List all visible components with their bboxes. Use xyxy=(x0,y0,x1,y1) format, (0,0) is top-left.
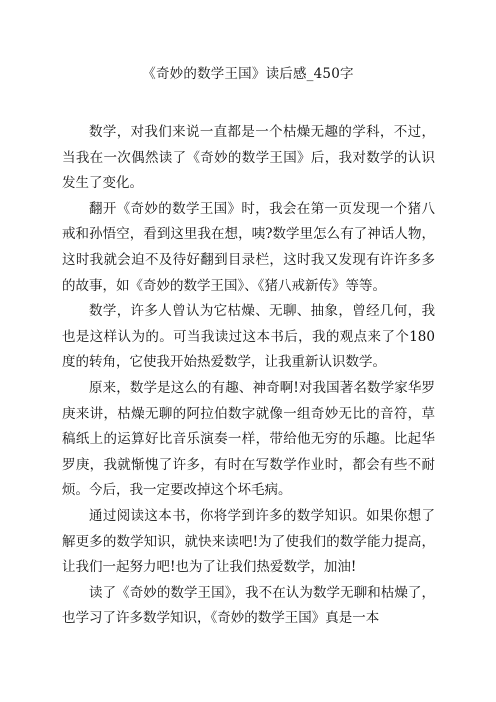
paragraph-1: 数学，对我们来说一直都是一个枯燥无趣的学科，不过，当我在一次偶然读了《奇妙的数学王国》后，我对数学的认识发生了变化。 xyxy=(62,124,435,192)
paragraph-4: 原来，数学是这么的有趣、神奇啊!对我国著名数学家华罗庚来讲，枯燥无聊的阿拉伯数字就像一组奇妙无比的音符，草稿纸上的运算好比音乐演奏一样，带给他无穷的乐趣。比起华罗庚，我就惭愧了许多，有时在写数学作业时，都会有些不耐烦。今后，我一定要改掉这个坏毛病。 xyxy=(62,379,435,499)
paragraph-5: 通过阅读这本书，你将学到许多的数学知识。如果你想了解更多的数学知识，就快来读吧!为了使我们的数学能力提高，让我们一起努力吧!也为了让我们热爱数学，加油! xyxy=(62,507,435,576)
paragraph-6: 读了《奇妙的数学王国》，我不在认为数学无聊和枯燥了，也学习了许多数学知识，《奇妙的数学王国》真是一本 xyxy=(62,584,435,627)
paragraph-2: 翻开《奇妙的数学王国》时，我会在第一页发现一个猪八戒和孙悟空，看到这里我在想，咦?数学里怎么有了神话人物，这时我就会迫不及待好翻到目录栏，这时我又发现有许许多多的故事，如《奇妙的数学王国》、《猪八戒新传》等等。 xyxy=(62,200,435,294)
paragraph-3: 数学，许多人曾认为它枯燥、无聊、抽象，曾经几何，我也是这样认为的。可当我读过这本书后，我的观点来了个180度的转角，它使我开始热爱数学，让我重新认识数学。 xyxy=(62,303,435,371)
document-title: 《奇妙的数学王国》读后感_450字 xyxy=(142,66,354,82)
document-body xyxy=(62,120,435,632)
